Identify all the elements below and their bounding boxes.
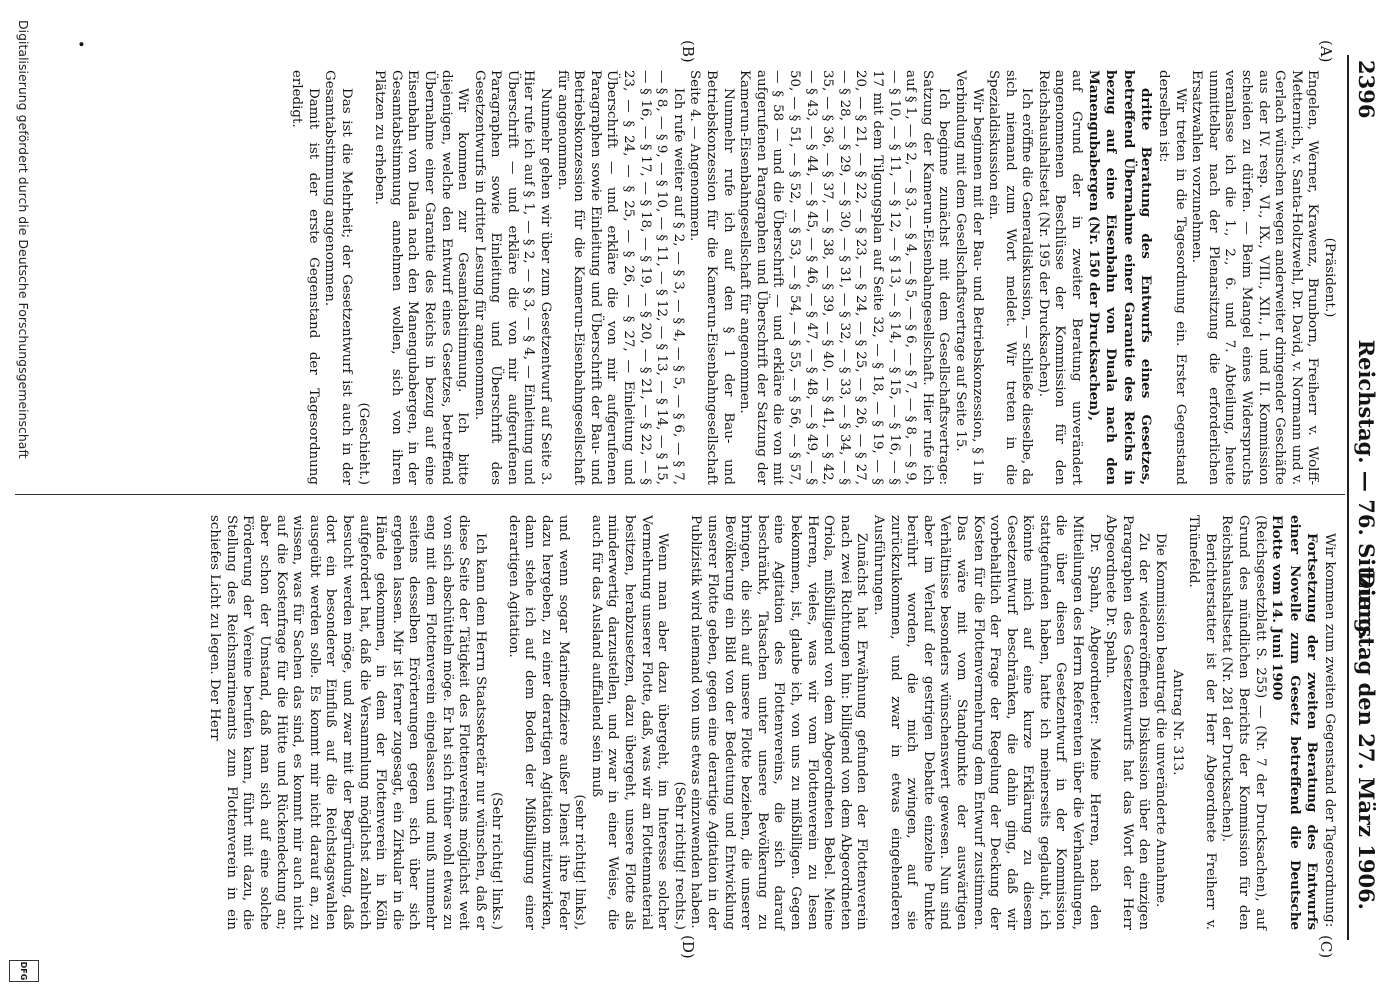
header-title: Reichstag. — 76. Sitzung. bbox=[1354, 339, 1379, 641]
paragraph: Ich kann dem Herrn Staatssekretär nur wünschen, daß er diese Seite der Tätigkeit des Flottenvereins möglichst weit von sich abschütteln möge. Er hat sich früher wohl etwas zu eng mit dem Flottenverein eingelassen und muß nunmehr seitens desselben Erörterungen gegen sich über sich ergehen lassen. Mir ist ferner zugesagt, ein Zirkular in die Hände gekommen, in dem der Flottenverein in Köln aufgefordert hat, daß die Versammlung möglichst zahlreich besucht werden möge, und zwar mit der Begründung, daß dort ein besonderer Einfluß auf die Reichstagswahlen ausgeübt werden solle. Es kommt mir nicht darauf an, zu wissen, was für Sachen das sind, es kommt mir auch nicht auf die Kostenfrage für die Hütte und Rückendeckung an; aber schon der Umstand, daß man sich auf eine solche Förderung der Vereine berufen kann, führt mit dazu, die Stellung des Reichsmarineamts zum Flottenverein in ein schiefes Licht zu legen. Der Herr bbox=[207, 515, 488, 930]
paragraph: Die Kommission beantragt die unveränderte Annahme. bbox=[1153, 533, 1169, 908]
paragraph: Nunmehr rufe ich auf den § 1 der Bau- und Betriebskonzession für die Kamerun-Eisenbahngesellschaft Seite 4. — Angenommen. bbox=[687, 70, 736, 485]
paragraph: Berichterstatter ist der Herr Abgeordnete Freiherr v. Thünefeld. bbox=[1186, 515, 1218, 930]
margin-label-b: (B) bbox=[679, 40, 697, 63]
right-text-column bbox=[206, 515, 1337, 930]
paragraph: Damit ist der erste Gegenstand der Tagesordnung erledigt. bbox=[289, 70, 321, 485]
paragraph bbox=[1084, 70, 1154, 485]
left-text-column bbox=[288, 70, 1337, 485]
paragraph: Wir kommen zum zweiten Gegenstand der Tagesordnung: bbox=[1322, 533, 1337, 928]
page-header bbox=[1354, 0, 1383, 980]
header-rule bbox=[1347, 55, 1349, 940]
paragraph: Zunächst hat Erwähnung gefunden der Flottenverein nach zwei Richtungen hin: billigend von dem Abgeordneten Oriola, mißbilligend von dem Abgeordneten Bebel. Meine Herren, vieles, was wir vom Flottenverein zu lesen bekommen, ist, glaube ich, von uns zu mißbilligen. Gegen eine Agitation des Flottenvereins, die sich darauf beschränkt, Tatsachen unter unsere Bevölkerung zu bringen, die sich auf unsere Flotte beziehen, die unserer Bevölkerung ein Bild von der Bedeutung und Entwicklung unserer Flotte geben, gegen eine derartige Agitation in der Publizistik wird niemand von uns etwas einzuwenden haben. bbox=[688, 515, 870, 930]
paragraph: Wir treten in die Tagesordnung ein. Erster Gegenstand derselben ist: bbox=[1156, 70, 1188, 485]
margin-dot: • bbox=[72, 40, 88, 49]
paragraph: Nunmehr gehen wir über zum Gesetzentwurf auf Seite 3. Hier rufe ich auf § 1, — § 2, — § 3, — § 4, — Einleitung und Überschrift — und erkläre die von mir aufgerufenen Paragraphen sowie Einleitung und Überschrift des Gesetzentwurfs in dritter Lesung für angenommen. bbox=[471, 70, 554, 485]
paragraph: Wenn man aber dazu übergeht, im Interesse solcher Vermehrung unserer Flotte, daß, was wir an Flottenmaterial besitzen, herabzusetzen, dazu übergeht, unsere Flotte als minderwertig darzustellen, und zwar in einer Weise, die auch für das Ausland auffallend sein muß bbox=[588, 515, 671, 930]
paragraph: Das ist die Mehrheit; der Gesetzentwurf ist auch in der Gesamtabstimmung angenommen. bbox=[322, 70, 354, 485]
dfg-logo: DFG bbox=[9, 960, 39, 982]
page-number: 2396 bbox=[1354, 60, 1379, 119]
paragraph: (Sehr richtig! links.) bbox=[489, 792, 505, 930]
margin-label-c: (C) bbox=[1317, 935, 1335, 959]
paragraph: Ich rufe weiter auf § 2, — § 3, — § 4, — § 5, — § 6, — § 7, — § 8, — § 9, — § 10, — § 11, — § 12, — § 13, — § 14, — § 15, — § 16, — § 17, — § 18, — § 19, — § 20, — § 21, — § 22, — § 23, — § 24, — § 25, — § 26, — § 27, — Einleitung und Überschrift — und erkläre die von mir aufgerufenen Paragraphen sowie Einleitung und Überschrift der Bau- und Betriebskonzession für die Kamerun-Eisenbahngesellschaft für angenommen. bbox=[554, 70, 686, 485]
paragraph: Ich eröffne die Generaldiskussion, — schließe dieselbe, da sich niemand zum Wort meldet. Wir treten in die Spezialdiskussion ein. bbox=[986, 70, 1035, 485]
paragraph: (Reichsgesetzblatt S. 255) — (Nr. 7 der Drucksachen), auf Grund des mündlichen Berichts der Kommission für den Reichshaushaltsetat (Nr. 281 der Drucksachen). bbox=[1219, 515, 1268, 930]
bold-agenda-item: Fortsetzung der zweiten Beratung des Entwurfs einer Novelle zum Gesetz betreffend die Deutsche Flotte vom 14. Juni 1900 bbox=[1269, 515, 1321, 930]
paragraph: (Präsident.) bbox=[1322, 237, 1337, 318]
digitization-note: Digitalisierung gefördert durch die Deutsche Forschungsgemeinschaft bbox=[16, 20, 31, 459]
paragraph: Dr. Spahn, Abgeordneter: Meine Herren, nach den Mitteilungen des Herrn Referenten über die Verhandlungen, die über diesen Gesetzentwurf in der Kommission stattgefunden haben, hatte ich meinerseits geglaubt, ich könnte mich auf eine kurze Erklärung zu diesem Gesetzentwurf beschränken, die dahin ging, daß wir vorbehaltlich der Frage der Regelung der Deckung der Kosten für die Flottenvermehrung dem Entwurf zustimmen. Das wäre mit vom Standpunkte der auswärtigen Verhältnisse besonders wünschenswert gewesen. Nun sind aber im Verlauf der gestrigen Debatte einzelne Punkte berührt worden, die mich zwingen, auf sie zurückzukommen, und zwar in etwas eingehenderen Ausführungen. bbox=[870, 515, 1102, 930]
paragraph: und wenn sogar Marineoffiziere außer Dienst ihre Feder dazu hergeben, zu einer derartigen Agitation mitzuwirken, dann stehe ich auf dem Boden der Mißbilligung einer derartigen Agitation. bbox=[505, 515, 571, 930]
margin-label-d: (D) bbox=[679, 935, 697, 959]
header-date: Dienstag den 27. März 1906. bbox=[1354, 570, 1379, 910]
paragraph: (sehr richtig! links), bbox=[572, 794, 588, 930]
paragraph: Ich beginne zunächst mit dem Gesellschaftsvertrage: Satzung der Kamerun-Eisenbahngesellschaft. Hier rufe ich auf § 1, — § 2, — § 3, — § 4, — § 5, — § 6, — § 7, — § 8, — § 9, — § 10, — § 11, — § 12, — § 13, — § 14, — § 15, — § 16, — § 17 mit dem Tilgungsplan auf Seite 32, — § 18, — § 19, — § 20, — § 21, — § 22, — § 23, — § 24, — § 25, — § 26, — § 27, — § 28, — § 29, — § 30, — § 31, — § 32, — § 33, — § 34, — § 35, — § 36, — § 37, — § 38, — § 39, — § 40, — § 41, — § 42, — § 43, — § 44, — § 45, — § 46, — § 47, — § 48, — § 49, — § 50, — § 51, — § 52, — § 53, — § 54, — § 55, — § 56, — § 57, — § 58 — und die Überschrift — und erkläre die von mit aufgerufenen Paragraphen und Überschrift der Satzung der Kamerun-Eisenbahngesellschaft für angenommen. bbox=[737, 70, 952, 485]
paragraph: Wir beginnen mit der Bau- und Betriebskonzession, § 1 in Verbindung mit dem Gesellschaftsvertrage auf Seite 15. bbox=[952, 70, 985, 485]
column-divider bbox=[15, 494, 1345, 495]
paragraph: (Geschieht.) bbox=[355, 402, 371, 485]
bold-agenda-item: dritte Beratung des Entwurfs eines Gesetzes, betreffend Übernahme einer Garantie des Reichs in bezug auf eine Eisenbahn von Duala nach den Manengubabergen (Nr. 150 der Drucksachen), bbox=[1085, 70, 1155, 485]
margin-label-a: (A) bbox=[1317, 40, 1335, 63]
paragraph: Engelen, Werner, Krawenz, Brunborn, Freiherr v. Wolff-Metternich, v. Santa-Holtzwehl, Dr. David, v. Normann und v. Gerlach wünschen wegen anderweiter dringender Geschäfte aus der IV. resp. VI., IX., VIII., XII., I. und II. Kommission scheiden zu dürfen. — Beim Mangel eines Widerspruchs veranlasse ich die 1., 2., 6. und 7. Abteilung, heute unmittelbar nach der Plenarsitzung die erforderlichen Ersatzwahlen vorzunehmen. bbox=[1189, 70, 1321, 485]
paragraph bbox=[1268, 515, 1321, 930]
paragraph: Zu der wiedereröffneten Diskussion über den einzigen Paragraphen des Gesetzentwurfs hat das Wort der Herr Abgeordnete Dr. Spahn. bbox=[1103, 515, 1152, 930]
paragraph: (Sehr richtig! rechts.) bbox=[671, 781, 687, 930]
paragraph: auf Grund der in zweiter Beratung unverändert angenommenen Beschlüsse der Kommission für den Reichshaushaltsetat (Nr. 195 der Drucksachen). bbox=[1035, 70, 1085, 485]
paragraph: Antrag Nr. 313. bbox=[1169, 669, 1185, 776]
digitization-footer bbox=[5, 0, 41, 980]
paragraph: Wir kommen zur Gesamtabstimmung. Ich bitte diejenigen, welche den Entwurf eines Gesetzes, betreffend Übernahme einer Garantie des Reichs in bezug auf eine Eisenbahn von Duala nach den Manengubabergen, in der Gesamtabstimmung annehmen wollen, sich von ihren Plätzen zu erheben. bbox=[372, 70, 471, 485]
